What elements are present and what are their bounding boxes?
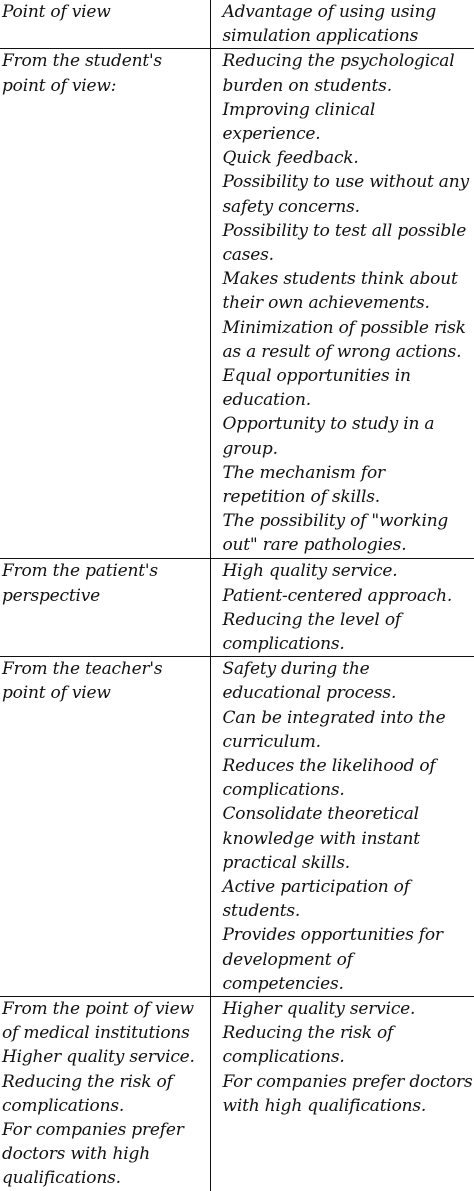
advantage-item bbox=[223, 608, 474, 656]
table-row bbox=[0, 657, 474, 997]
cell-text-line: Reduces the likelihood of bbox=[222, 756, 436, 777]
cell-text-line: Quick feedback. bbox=[222, 148, 359, 169]
advantages-cell bbox=[210, 559, 474, 657]
advantage-item bbox=[223, 316, 474, 364]
cell-text-line: The possibility of "working bbox=[222, 511, 449, 532]
cell-text-line: practical skills. bbox=[222, 852, 350, 873]
advantage-item bbox=[223, 657, 474, 705]
advantage-item bbox=[223, 997, 474, 1021]
cell-text-line: Point of view bbox=[2, 2, 111, 22]
perspective-cell bbox=[0, 49, 210, 559]
cell-text-line: Reducing the risk of bbox=[2, 1071, 173, 1092]
header-row bbox=[0, 0, 474, 49]
cell-text-line: as a result of wrong actions. bbox=[222, 341, 462, 362]
cell-text-line: Reducing the psychological bbox=[222, 51, 455, 72]
advantage-item bbox=[223, 559, 474, 583]
advantage-item bbox=[223, 706, 474, 754]
advantage-item bbox=[223, 875, 474, 923]
cell-text-line: knowledge with instant bbox=[222, 828, 420, 849]
cell-text-line: Equal opportunities in bbox=[222, 366, 411, 387]
cell-text-line: For companies prefer bbox=[2, 1120, 184, 1141]
advantage-item bbox=[223, 1070, 474, 1118]
cell-text-line: From the point of view bbox=[2, 999, 194, 1020]
cell-text-line: Reducing the risk of bbox=[222, 1023, 394, 1044]
header-text: Advantage of using using simulation applications bbox=[222, 2, 437, 47]
cell-text-line: burden on students. bbox=[222, 75, 392, 96]
advantage-item bbox=[223, 923, 474, 996]
cell-text-line: Can be integrated into the bbox=[222, 707, 446, 728]
advantage-item bbox=[223, 146, 474, 170]
perspective-cell bbox=[0, 657, 210, 997]
advantage-item bbox=[223, 1021, 474, 1069]
cell-text-line: their own achievements. bbox=[222, 293, 430, 314]
advantage-item bbox=[223, 267, 474, 315]
advantage-item bbox=[223, 412, 474, 460]
advantage-item bbox=[223, 461, 474, 509]
cell-text-line: cases. bbox=[222, 245, 274, 266]
perspective-cell bbox=[0, 997, 210, 1191]
cell-text-line: Possibility to test all possible bbox=[222, 220, 467, 241]
cell-text-line: For companies prefer doctors bbox=[222, 1071, 473, 1092]
table-row bbox=[0, 997, 474, 1191]
cell-text-line: out" rare pathologies. bbox=[222, 535, 407, 556]
cell-text-line: of medical institutions bbox=[2, 1023, 190, 1044]
cell-text-line: qualifications. bbox=[2, 1168, 121, 1189]
cell-text-line: High quality service. bbox=[222, 561, 398, 582]
table-row bbox=[0, 559, 474, 657]
cell-text-line: From the student's bbox=[2, 51, 162, 72]
advantage-item bbox=[223, 754, 474, 802]
cell-text-line: Improving clinical bbox=[222, 99, 376, 120]
advantage-item bbox=[223, 98, 474, 146]
cell-text-line: point of view bbox=[2, 683, 111, 704]
cell-text-line: experience. bbox=[222, 124, 321, 145]
cell-text-line: development of bbox=[222, 949, 353, 970]
advantage-item bbox=[223, 509, 474, 557]
cell-text-line: Reducing the level of bbox=[222, 609, 401, 630]
cell-text-line: Safety during the bbox=[222, 659, 370, 680]
table-row bbox=[0, 49, 474, 559]
advantage-item bbox=[223, 364, 474, 412]
cell-text-line: Possibility to use without any bbox=[222, 172, 469, 193]
cell-text-line: curriculum. bbox=[222, 731, 321, 752]
cell-text-line: From the teacher's bbox=[2, 659, 163, 680]
cell-text-line: Opportunity to study in a bbox=[222, 414, 435, 435]
advantages-cell bbox=[210, 657, 474, 997]
cell-text-line: with high qualifications. bbox=[222, 1095, 427, 1116]
cell-text-line: students. bbox=[222, 901, 301, 922]
cell-text-line: From the patient's bbox=[2, 561, 158, 582]
cell-text-line: point of view: bbox=[2, 75, 117, 96]
cell-text-line: The mechanism for bbox=[222, 462, 385, 483]
header-advantages bbox=[210, 0, 474, 49]
advantage-item bbox=[223, 584, 474, 608]
advantage-item bbox=[223, 49, 474, 97]
cell-text-line: perspective bbox=[2, 585, 100, 606]
cell-text-line: complications. bbox=[222, 780, 345, 801]
cell-text-line: competencies. bbox=[222, 973, 344, 994]
perspective-cell bbox=[0, 559, 210, 657]
cell-text-line: Consolidate theoretical bbox=[222, 804, 419, 825]
cell-text-line: Patient-centered approach. bbox=[222, 585, 453, 606]
cell-text-line: Higher quality service. bbox=[2, 1047, 195, 1068]
cell-text-line: complications. bbox=[222, 1047, 345, 1068]
cell-text-line: Makes students think about bbox=[222, 269, 458, 290]
cell-text-line: complications. bbox=[222, 634, 345, 655]
cell-text-line: Provides opportunities for bbox=[222, 925, 443, 946]
cell-text-line: Active participation of bbox=[222, 877, 410, 898]
cell-text-line: Minimization of possible risk bbox=[222, 317, 466, 338]
cell-text-line: doctors with high bbox=[2, 1144, 150, 1165]
advantage-item bbox=[223, 802, 474, 875]
advantages-cell bbox=[210, 997, 474, 1191]
advantages-cell bbox=[210, 49, 474, 559]
advantage-item bbox=[223, 170, 474, 218]
cell-text-line: group. bbox=[222, 438, 278, 459]
cell-text-line: educational process. bbox=[222, 683, 397, 704]
cell-text-line: Higher quality service. bbox=[222, 999, 416, 1020]
header-point-of-view bbox=[0, 0, 210, 49]
cell-text-line: safety concerns. bbox=[222, 196, 360, 217]
cell-text-line: complications. bbox=[2, 1095, 125, 1116]
cell-text-line: repetition of skills. bbox=[222, 487, 380, 508]
cell-text-line: education. bbox=[222, 390, 311, 411]
advantage-item bbox=[223, 219, 474, 267]
